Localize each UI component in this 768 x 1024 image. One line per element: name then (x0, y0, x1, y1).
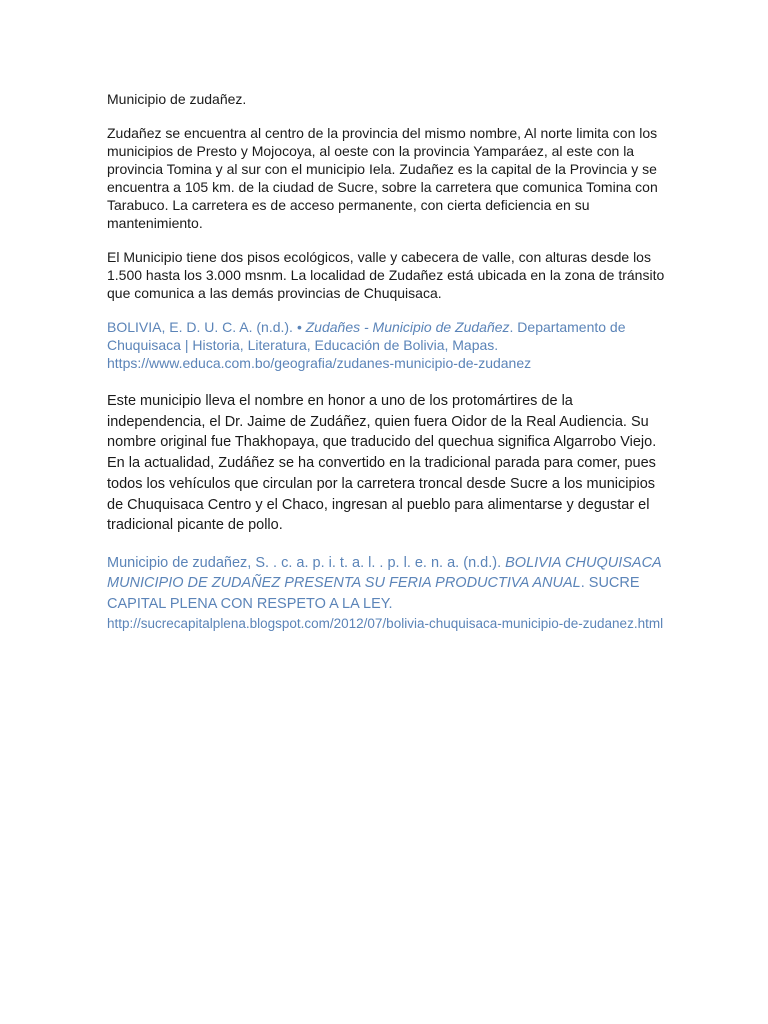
citation-sucre-prefix: Municipio de zudañez, S. . c. a. p. i. t. a. l. . p. l. e. n. a. (n.d.). (107, 554, 506, 571)
citation-sucre-url[interactable]: http://sucrecapitalplena.blogspot.com/2012/07/bolivia-chuquisaca-municipio-de-zudanez.html (107, 616, 664, 632)
citation-educa (107, 318, 667, 372)
citation-sucre (107, 553, 667, 635)
citation-educa-suffix: . Departamento de Chuquisaca | Historia, Literatura, Educación de Bolivia, Mapas. (107, 319, 626, 353)
citation-educa-title: • Zudañes - Municipio de Zudañez (296, 319, 510, 335)
paragraph-history: Este municipio lleva el nombre en honor a uno de los protomártires de la independencia, el Dr. Jaime de Zudáñez, quien fuera Oidor de la Real Audiencia. Su nombre original fue Thakhopaya, que traducido del quechua significa Algarrobo Viejo. En la actualidad, Zudáñez se ha convertido en la tradicional parada para comer, pues todos los vehículos que circulan por la carretera troncal desde Sucre a los municipios de Chuquisaca Centro y el Chaco, ingresan al pueblo para alimentarse y degustar el tradicional picante de pollo. (107, 393, 657, 534)
paragraph-location: Zudañez se encuentra al centro de la provincia del mismo nombre, Al norte limita con los municipios de Presto y Mojocoya, al oeste con la provincia Yamparáez, al este con la provincia Tomina y al sur con el municipio Iela. Zudañez es la capital de la Provincia y se encuentra a 105 km. de la ciudad de Sucre, sobre la carretera que comunica Tomina con Tarabuco. La carretera es de acceso permanente, con cierta deficiencia en su mantenimiento. (107, 125, 658, 231)
document-page (107, 90, 667, 653)
paragraph-ecology: El Municipio tiene dos pisos ecológicos, valle y cabecera de valle, con alturas desde los 1.500 hasta los 3.000 msnm. La localidad de Zudañez está ubicada en la zona de tránsito que comunica a las demás provincias de Chuquisaca. (107, 249, 665, 301)
citation-educa-url[interactable]: https://www.educa.com.bo/geografia/zudanes-municipio-de-zudanez (107, 355, 532, 371)
document-title: Municipio de zudañez. (107, 91, 247, 107)
citation-sucre-suffix: . SUCRE CAPITAL PLENA CON RESPETO A LA LEY. (107, 575, 640, 612)
citation-sucre-title: BOLIVIA CHUQUISACA MUNICIPIO DE ZUDAÑEZ PRESENTA SU FERIA PRODUCTIVA ANUAL (107, 554, 662, 592)
citation-educa-prefix: BOLIVIA, E. D. U. C. A. (n.d.). (107, 319, 297, 335)
